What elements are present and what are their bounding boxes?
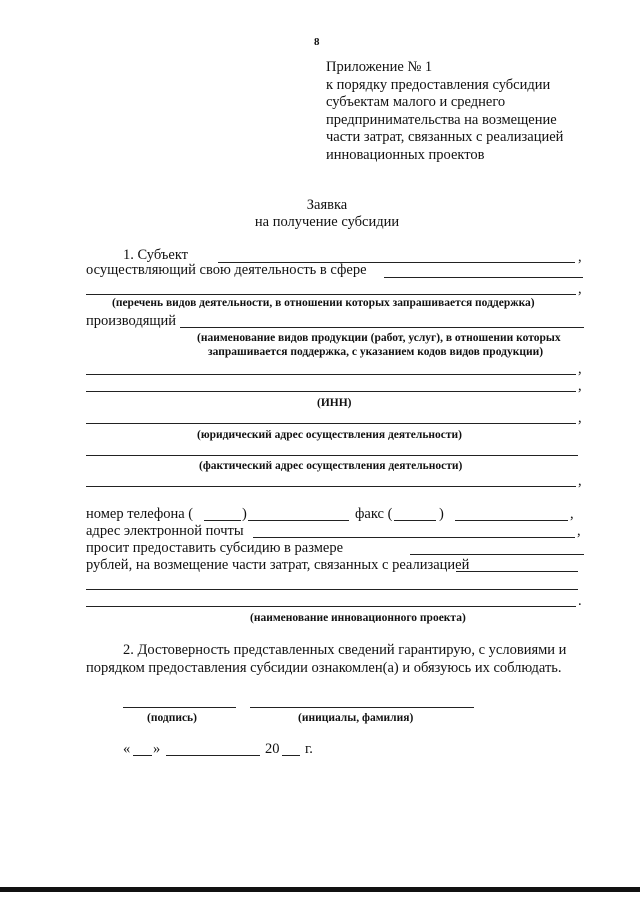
phone-number-field[interactable]: [248, 520, 349, 521]
project-caption: (наименование инновационного проекта): [250, 612, 466, 624]
phone-code-field[interactable]: [204, 520, 241, 521]
phone-label: номер телефона (: [86, 506, 194, 522]
activity-caption: (перечень видов деятельности, в отношении которых запрашивается поддержка): [112, 297, 535, 309]
amount-field[interactable]: [410, 554, 584, 555]
actual-address-field-2[interactable]: [86, 486, 576, 487]
email-label: адрес электронной почты: [86, 523, 244, 539]
legal-address-field[interactable]: [86, 423, 576, 424]
date-open-quote: «: [123, 741, 131, 757]
subject-label: 1. Субъект: [123, 247, 189, 263]
products-caption-2: запрашивается поддержка, с указанием кодов видов продукции): [208, 346, 544, 358]
signature-field[interactable]: [123, 707, 236, 708]
fax-label: факс (: [355, 506, 393, 522]
month-field[interactable]: [166, 755, 260, 756]
products-field[interactable]: [180, 327, 584, 328]
page-number: 8: [314, 36, 320, 48]
request-label: просит предоставить субсидию в размере: [86, 540, 344, 556]
document-subtitle: на получение субсидии: [254, 214, 400, 230]
appendix-line: инновационных проектов: [326, 146, 485, 163]
signature-caption: (подпись): [147, 712, 197, 724]
rubles-label: рублей, на возмещение части затрат, связанных с реализацией: [86, 557, 470, 573]
day-field[interactable]: [133, 755, 152, 756]
activity-list-field[interactable]: [86, 294, 576, 295]
inn-field[interactable]: [86, 391, 576, 392]
appendix-line: части затрат, связанных с реализацией: [326, 129, 564, 145]
declaration-line-1: 2. Достоверность представленных сведений гарантирую, с условиями и: [123, 642, 567, 658]
appendix-line: субъектам малого и среднего: [326, 94, 506, 110]
appendix-line: предпринимательства на возмещение: [326, 111, 557, 128]
products-field-2[interactable]: [86, 374, 576, 375]
project-field[interactable]: [456, 571, 578, 572]
activity-field[interactable]: [384, 277, 583, 278]
project-field-2[interactable]: [86, 589, 578, 590]
appendix-line: к порядку предоставления субсидии: [326, 76, 551, 93]
legal-address-caption: (юридический адрес осуществления деятельности): [197, 429, 462, 441]
project-field-3[interactable]: [86, 606, 576, 607]
actual-address-caption: (фактический адрес осуществления деятельности): [199, 460, 463, 472]
year-suffix: г.: [305, 741, 313, 757]
year-field[interactable]: [282, 755, 300, 756]
fax-number-field[interactable]: [455, 520, 568, 521]
fax-code-field[interactable]: [394, 520, 436, 521]
products-caption-1: (наименование видов продукции (работ, услуг), в отношении которых: [197, 332, 561, 344]
actual-address-field[interactable]: [86, 455, 578, 456]
appendix-line: Приложение № 1: [326, 59, 433, 75]
date-close-quote: »: [153, 741, 161, 757]
document-title: Заявка: [306, 197, 348, 213]
scan-border: [0, 887, 640, 892]
name-caption: (инициалы, фамилия): [298, 712, 414, 724]
email-field[interactable]: [253, 537, 575, 538]
inn-caption: (ИНН): [317, 397, 352, 409]
declaration-line-2: порядком предоставления субсидии ознакомлен(а) и обязуюсь их соблюдать.: [86, 660, 562, 676]
year-prefix: 20: [265, 741, 280, 757]
producing-label: производящий: [86, 313, 177, 329]
activity-label: осуществляющий свою деятельность в сфере: [86, 262, 367, 278]
name-field[interactable]: [250, 707, 474, 708]
appendix-block: [326, 59, 563, 164]
